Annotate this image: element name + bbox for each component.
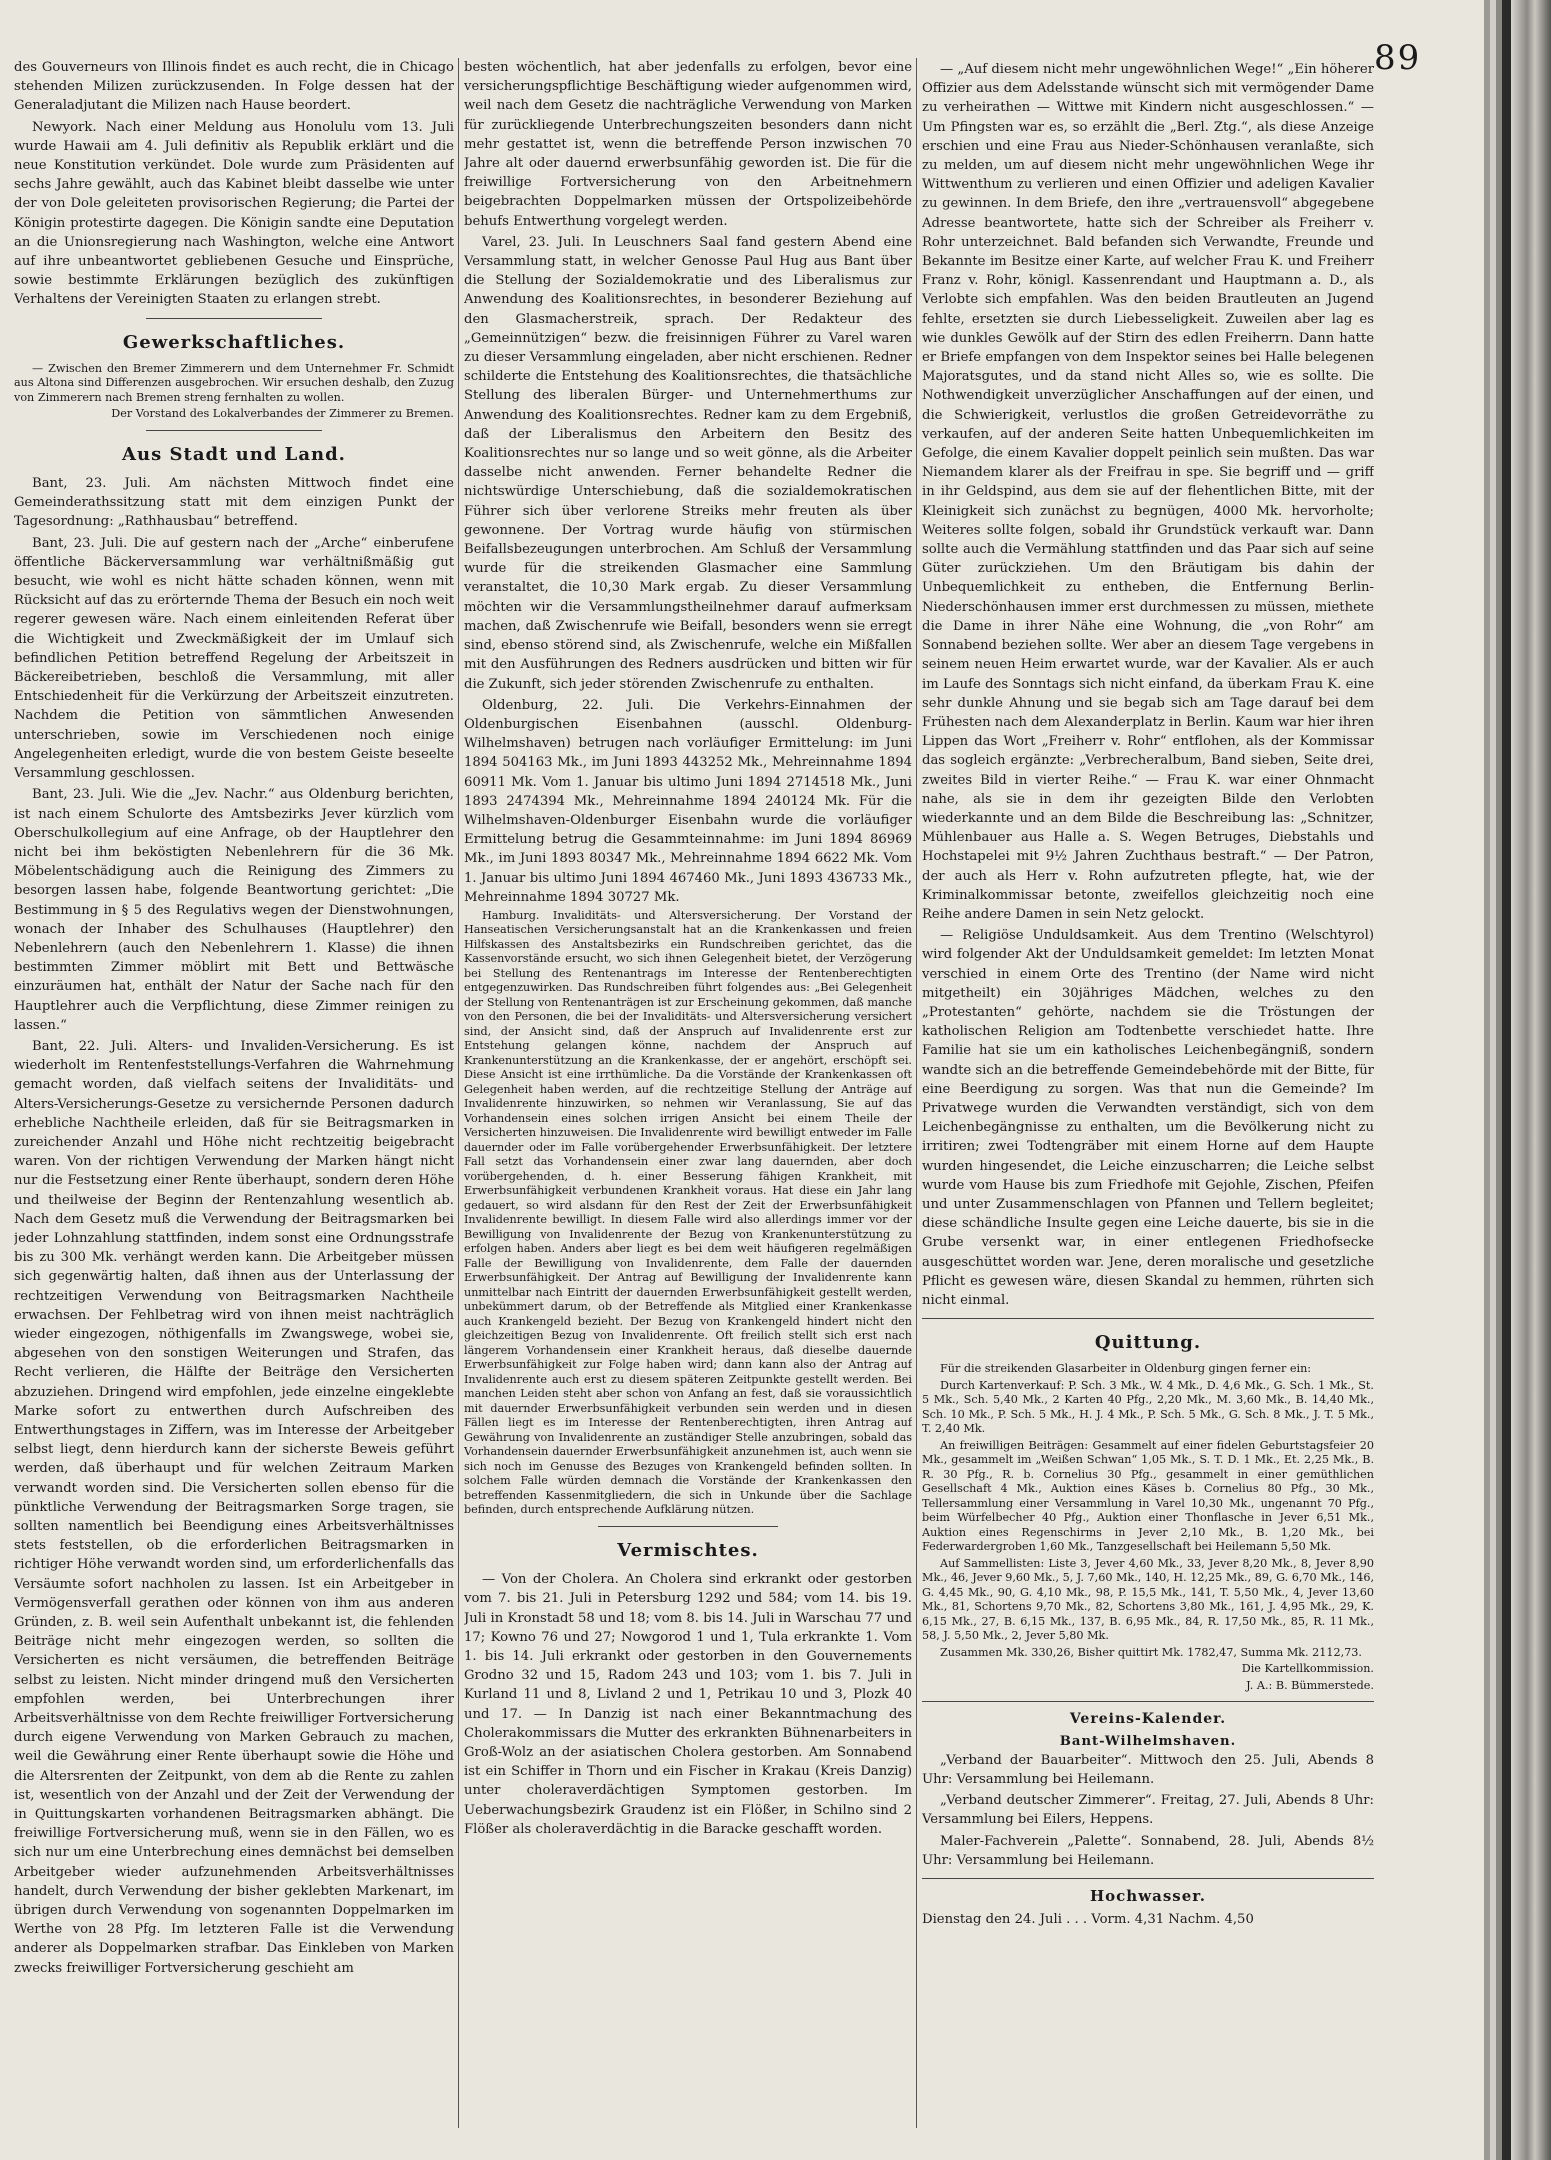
- page-number: 89: [1374, 38, 1422, 78]
- article-varel: Varel, 23. Juli. In Leuschners Saal fand gestern Abend eine Versammlung statt, in welcher Genosse Paul Hug aus Bant über die Stellung der Sozialdemokratie und des Liberalismus zur Anwendung des Koalitionsrechtes, in besonderer Beziehung auf den Glasmacherstreik, sprach. Der Redakteur des „Gemeinnützigen“ bezw. die freisinnigen Führer zu Varel waren zu dieser Versammlung eingeladen, aber nicht erschienen. Redner schilderte die Entstehung des Koalitionsrechtes, die thatsächliche Stellung des liberalen Bürger- und Unternehmerthums zur Anwendung des Koalitionsrechtes. Redner kam zu dem Ergebniß, daß der Liberalismus den Arbeitern den Besitz des Koalitionsrechtes nur so lange und so weit gönne, als die Arbeiter dasselbe nicht anwenden. Ferner behandelte Redner die nichtswürdige Unterschiebung, daß die sozialdemokratischen Führer sich über verlorene Streiks mehr freuten als über gewonnene. Der Vortrag wurde häufig von stürmischen Beifallsbezeugungen unterbrochen. Am Schluß der Versammlung wurde für die streikenden Glasmacher eine Sammlung veranstaltet, die 10,30 Mark ergab. Zu dieser Versammlung möchten wir die Versammlungstheilnehmer darauf aufmerksam machen, daß Zwischenrufe wie Beifall, besonders wenn sie erregt sind, ebenso störend sind, als Zwischenrufe, welche ein Mißfallen mit den Ausführungen des Redners ausdrücken und bitten wir für die Zukunft, sich jeder störenden Zwischenrufe zu enthalten.: [464, 234, 912, 692]
- article-freiherr: — „Auf diesem nicht mehr ungewöhnlichen Wege!“ „Ein höherer Offizier aus dem Adelsstande wünscht sich mit vermögender Dame zu verheirathen — Wittwe mit Kindern nicht ausgeschlossen.“ — Um Pfingsten war es, so erzählt die „Berl. Ztg.“, als diese Anzeige erschien und eine Frau aus Nieder-Schönhausen veranlaßte, sich zu melden, um auf diesem nicht mehr ungewöhnlichen Wege ihr Wittwenthum zu verlieren und einen Offizier und adeligen Kavalier zu gewinnen. In dem Briefe, den ihre „vertrauensvoll“ abgegebene Adresse beantwortete, hatte sich der Schreiber als Freiherr v. Rohr unterzeichnet. Bald befanden sich Verwandte, Freunde und Bekannte im Besitze einer Karte, auf welcher Frau K. und Freiherr Franz v. Rohr, königl. Kassenrendant und Hauptmann a. D., als Verlobte sich empfahlen. Was den beiden Brautleuten an Jugend fehlte, ersetzten sie durch Liebesseligkeit. Zuweilen aber lag es wie dunkles Gewölk auf der Stirn des edlen Freiherrn. Dann hatte er Briefe empfangen von dem Inspektor seines bei Halle belegenen Majoratsgutes, und da stand nicht Alles so, wie es sollte. Die Nothwendigkeit unverzüglicher Anschaffungen auf der einen, und die Schwierigkeit, verlustlos die großen Getreidevorräthe zu verkaufen, auf der anderen Seite hatten Unbequemlichkeiten im Gefolge, die einem Kavalier doppelt peinlich sein mußten. Das war Niemandem klarer als der Freifrau in spe. Sie begriff und — griff in ihr Geldspind, aus dem sie auf der flehentlichen Bitte, mit der Kleinigkeit sich zunächst zu begnügen, 4000 Mk. hervorholte; Weiteres sollte folgen, sobald ihr Grundstück verkauft war. Dann sollte auch die Vermählung stattfinden und das Paar sich auf seine Güter zurückziehen. Um den Bräutigam bis dahin der Unbequemlichkeit zu entheben, die Entfernung Berlin-Niederschönhausen immer erst durchmessen zu müssen, miethete die Dame in ihrer Nähe eine Wohnung, die „von Rohr“ am Sonnabend beziehen sollte. Wer aber an diesem Tage vergebens in seinem neuen Heim erwartet wurde, war der Kavalier. Als er auch im Laufe des Sonntags sich nicht einfand, da überkam Frau K. eine sehr dunkle Ahnung und sie begab sich am Tage darauf bei dem Frühesten nach dem Alexanderplatz in Berlin. Kaum war hier ihren Lippen das Wort „Freiherr v. Rohr“ entflohen, als der Kommissar das sogleich ergänzte: „Verbrecheralbum, Band sieben, Seite drei, zweites Bild in vierter Reihe.“ — Frau K. war einer Ohnmacht nahe, als sie in dem ihr gezeigten Bilde den Verlobten wiederkannte und an dem Bilde die Beschreibung las: „Schnitzer, Mühlenbauer aus Halle a. S. Wegen Betruges, Diebstahls und Hochstapelei mit 9½ Jahren Zuchthaus bestraft.“ — Der Patron, der auch als Herr v. Rohn aufzutreten pflegte, hat, wie der Kriminalkommissar betonte, zweifellos gleichzeitig noch eine Reihe andere Damen in sein Netz gelockt.: [922, 62, 1374, 922]
- section-heading-stadt-und-land: Aus Stadt und Land.: [122, 443, 346, 465]
- binding-edge: [1511, 0, 1551, 2160]
- divider: [922, 1878, 1374, 1879]
- subheading-bant-wilhelmshaven: Bant-Wilhelmshaven.: [1059, 1733, 1237, 1749]
- divider: [598, 1526, 777, 1527]
- article-text: des Gouverneurs von Illinois findet es auch recht, die in Chicago stehenden Milizen zurückzusenden. In Folge dessen hat der Generaladjutant die Milizen nach Hause beordert.: [14, 60, 454, 114]
- divider: [146, 430, 322, 431]
- divider: [922, 1318, 1374, 1319]
- quittung-signature: J. A.: B. Bümmerstede.: [1246, 1678, 1374, 1692]
- article-hamburg: Hamburg. Invaliditäts- und Altersversicherung. Der Vorstand der Hanseatischen Versicherungsanstalt hat an die Krankenkassen und freien Hilfskassen des Anstaltsbezirks ein Rundschreiben gerichtet, das die Kassenvorstände ersucht, wo sich ihnen Gelegenheit bietet, der Verzögerung bei Stellung des Rentenantrags im Interesse der Rentenberechtigten entgegenzuwirken. Das Rundschreiben führt folgendes aus: „Bei Gelegenheit der Stellung von Rentenanträgen ist zur Erscheinung gekommen, daß manche von den Personen, die bei der Invaliditäts- und Altersversicherung versichert sind, der Ansicht sind, daß der Anspruch auf Invalidenrente erst zur Entstehung gelangen könne, nachdem der Anspruch auf Krankenunterstützung an die Krankenkasse, der er angehört, erschöpft sei. Diese Ansicht ist eine irrthümliche. Da die Vorstände der Krankenkassen oft Gelegenheit haben werden, auf die rechtzeitige Stellung der Anträge auf Invalidenrente hinzuwirken, so nehmen wir Veranlassung, Sie auf das Vorhandensein eines solchen irrigen Ansicht bei einem Theile der Versicherten hinzuweisen. Die Invalidenrente wird bewilligt entweder im Falle dauernder oder im Falle vorübergehender Erwerbsunfähigkeit. Der letztere Fall setzt das Vorhandensein einer zwar lang dauernden, aber doch vorübergehenden, d. h. einer Besserung fähigen Krankheit, mit Erwerbsunfähigkeit verbundenen Krankheit voraus. Hat diese ein Jahr lang gedauert, so wird alsdann für den Rest der Zeit der Erwerbsunfähigkeit Invalidenrente bewilligt. In diesem Falle wird also allerdings immer vor der Bewilligung von Invalidenrente der Bezug von Krankenunterstützung zu erfolgen haben. Anders aber liegt es bei dem weit häufigeren regelmäßigen Falle der Bewilligung von Invalidenrente, dem Falle der dauernden Erwerbsunfähigkeit. Der Antrag auf Bewilligung der Invalidenrente kann unmittelbar nach Eintritt der dauernden Erwerbsunfähigkeit gestellt werden, unbekümmert darum, ob der Betreffende als Mitglied einer Krankenkasse auch Krankengeld bezieht. Der Bezug von Krankengeld hindert nicht den gleichzeitigen Bezug von Invalidenrente. Oft freilich stellt sich erst nach längerem Vorhandensein einer Krankheit heraus, daß dieselbe dauernde Erwerbsunfähigkeit zur Folge haben wird; dann kann also der Antrag auf Invalidenrente auch erst zu diesem späteren Zeitpunkte gestellt werden. Bei manchen Leiden steht aber schon von Anfang an fest, daß sie voraussichtlich mit dauernder Erwerbsunfähigkeit verbunden sein werden und in diesen Fällen liegt es im Interesse der Rentenberechtigten, ihren Antrag auf Gewährung von Invalidenrente an zuständiger Stelle anzubringen, sobald das Vorhandensein dauernder Erwerbsunfähigkeit anzunehmen ist, auch wenn sie sich noch im Genusse des Bezuges von Krankengeld befinden sollten. In solchem Falle würden demnach die Vorstände der Krankenkassen den betreffenden Kassenmitgliedern, die sich in Unkunde über die Sachlage befinden, durch entsprechende Aufklärung nützen.: [464, 908, 912, 1517]
- column-1: [14, 58, 454, 2118]
- divider: [922, 1701, 1374, 1702]
- column-rule: [916, 58, 917, 2128]
- quittung-summe: Zusammen Mk. 330,26, Bisher quittirt Mk. 1782,47, Summa Mk. 2112,73.: [940, 1645, 1362, 1659]
- article-cholera: — Von der Cholera. An Cholera sind erkrankt oder gestorben vom 7. bis 21. Juli in Petersburg 1292 und 584; vom 14. bis 19. Juli in Kronstadt 58 und 18; vom 8. bis 14. Juli in Warschau 77 und 17; Kowno 76 und 27; Nowgorod 1 und 1, Tula erkrankte 1. Vom 1. bis 14. Juli erkrankt oder gestorben in den Gouvernements Grodno 32 und 15, Radom 243 und 103; vom 1. bis 7. Juli in Kurland 11 und 8, Livland 2 und 1, Petrikau 10 und 3, Plozk 40 und 17. — In Danzig ist nach einer Bekanntmachung des Cholerakommissars die Mutter des erkrankten Bühnenarbeiters in Groß-Wolz an der asiatischen Cholera gestorben. Am Sonnabend ist ein Schiffer in Thorn und ein Fischer in Krakau (Kreis Danzig) unter choleraverdächtigen Symptomen gestorben. Im Ueberwachungsbezirk Graudenz ist ein Flößer, in Schilno sind 2 Flößer als choleraverdächtig in die Baracke geschafft worden.: [464, 1572, 912, 1837]
- column-3: [922, 60, 1374, 2120]
- section-heading-vermischtes: Vermischtes.: [617, 1539, 759, 1561]
- calendar-entry: „Verband der Bauarbeiter“. Mittwoch den 25. Juli, Abends 8 Uhr: Versammlung bei Heilemann.: [922, 1752, 1374, 1788]
- column-2: [464, 58, 912, 2118]
- quittung-beitraege: An freiwilligen Beiträgen: Gesammelt auf einer fidelen Geburtstagsfeier 20 Mk., gesammelt im „Weißen Schwan“ 1,05 Mk., S. T. D. 1 Mk., Et. 2,25 Mk., B. R. 30 Pfg., R. b. Cornelius 30 Pfg., gesammelt in einer gemüthlichen Gesellschaft 4 Mk., Auktion eines Käses b. Cornelius 80 Pfg., 30 Mk., Tellersammlung einer Versammlung in Varel 10,30 Mk., ungenannt 70 Pfg., beim Würfelbecher 40 Pfg., Auktion einer Thonflasche in Jever 6,51 Mk., Auktion eines Regenschirms in Jever 2,10 Mk., B. 1,20 Mk., bei Federwardergroben 1,60 Mk., Tanzgesellschaft bei Heilemann 5,50 Mk.: [922, 1438, 1374, 1554]
- article-bant-2: Bant, 23. Juli. Die auf gestern nach der „Arche“ einberufene öffentliche Bäckerversammlung war verhältnißmäßig gut besucht, wie wohl es nicht hätte schaden können, wenn mit Rücksicht auf das zu erörternde Thema der Besuch ein noch weit regerer gewesen wäre. Nach einem einleitenden Referat über die Wichtigkeit und Zweckmäßigkeit der im Umlauf sich befindlichen Petition betreffend Regelung der Arbeitszeit in Bäckereibetrieben, beschloß die Versammlung, mit aller Entschiedenheit für die Verkürzung der Arbeitszeit einzutreten. Nachdem die Petition von sämmtlichen Anwesenden unterschrieben, sowie im Verschiedenen noch einige Angelegenheiten erledigt, wurde die von bestem Geiste beseelte Versammlung geschlossen.: [14, 535, 454, 782]
- quittung-intro: Für die streikenden Glasarbeiter in Oldenburg gingen ferner ein:: [940, 1362, 1312, 1376]
- calendar-entry: Maler-Fachverein „Palette“. Sonnabend, 28. Juli, Abends 8½ Uhr: Versammlung bei Heilemann.: [922, 1833, 1374, 1868]
- article-oldenburg: Oldenburg, 22. Juli. Die Verkehrs-Einnahmen der Oldenburgischen Eisenbahnen (ausschl. Oldenburg-Wilhelmshaven) betrugen nach vorläufiger Ermittelung: im Juni 1894 504163 Mk., im Juni 1893 443252 Mk., Mehreinnahme 1894 60911 Mk. Vom 1. Januar bis ultimo Juni 1894 2714518 Mk., Juni 1893 2474394 Mk., Mehreinnahme 1894 240124 Mk. Für die Wilhelmshaven-Oldenburger Eisenbahn wurde die vorläufiger Ermittelung betrug die Gesammteinnahme: im Juni 1894 86969 Mk., im Juni 1893 80347 Mk., Mehreinnahme 1894 6622 Mk. Vom 1. Januar bis ultimo Juni 1894 467460 Mk., Juni 1893 436733 Mk., Mehreinnahme 1894 30727 Mk.: [464, 697, 912, 905]
- divider: [146, 318, 322, 319]
- section-heading-vereinskalender: Vereins-Kalender.: [1069, 1711, 1227, 1728]
- quittung-kartenverkauf: Durch Kartenverkauf: P. Sch. 3 Mk., W. 4 Mk., D. 4,6 Mk., G. Sch. 1 Mk., St. 5 Mk., Sch. 5,40 Mk., 2 Karten 40 Pfg., 2,20 Mk., M. 3,60 Mk., B. 14,40 Mk., Sch. 10 Mk., P. Sch. 5 Mk., H. J. 4 Mk., P. Sch. 5 Mk., G. Sch. 8 Mk., J. T. 5 Mk., T. 2,40 Mk.: [922, 1378, 1374, 1436]
- column-rule: [458, 58, 459, 2128]
- section-heading-quittung: Quittung.: [1094, 1332, 1202, 1354]
- article-text: besten wöchentlich, hat aber jedenfalls zu erfolgen, bevor eine versicherungspflichtige Beschäftigung wieder aufgenommen wird, weil nach dem Gesetz die nachträgliche Verwendung von Marken für zurückliegende Unterbrechungszeiten besonders dann nicht mehr gestattet ist, wenn die betreffende Person inzwischen 70 Jahre alt oder dauernd erwerbsunfähig geworden ist. Die für die freiwillige Fortversicherung von den Arbeitnehmern beigebrachten Doppelmarken müssen der Ortspolizeibehörde behufs Entwerthung vorgelegt werden.: [464, 60, 912, 229]
- article-unduldsamkeit: — Religiöse Unduldsamkeit. Aus dem Trentino (Welschtyrol) wird folgender Akt der Unduldsamkeit gemeldet: Im letzten Monat verschied in einem Orte des Trentino (der Name wird nicht mitgetheilt) ein 30jähriges Mädchen, welches zu den „Protestanten“ gehörte, nachdem sie die Tröstungen der katholischen Religion am Todtenbette verschiedet hatte. Ihre Familie hat sie um ein katholisches Leichenbegängniß, sondern wandte sich an die betreffende Gemeindebehörde mit der Bitte, für eine Beerdigung zu sorgen. Was that nun die Gemeinde? Im Privatwege wurden die Verwandten verständigt, sich von dem Leichenbegängnisse zu enthalten, um die Bevölkerung nicht zu irritiren; zwei Todtengräber mit einem Horne auf dem Haupte wurden hingesendet, die Leiche einzuscharren; die Leiche selbst wurde vom Hause bis zum Friedhofe mit Gejohle, Zischen, Pfeifen und unter Zusammenschlagen von Pfannen und Tellern begleitet; diese schändliche Insulte gegen eine Leiche dauerte, bis sie in die Grube versenkt war, in einer entlegenen Friedhofsecke ausgeschüttet worden war. Jene, deren moralische und gesetzliche Pflicht es gewesen wäre, diesen Skandal zu hemmen, rührten sich nicht einmal.: [922, 928, 1374, 1308]
- article-bant-1: Bant, 23. Juli. Am nächsten Mittwoch findet eine Gemeinderathssitzung statt mit dem einzigen Punkt der Tagesordnung: „Rathhausbau“ betreffend.: [14, 476, 454, 530]
- notice-zimmerer: — Zwischen den Bremer Zimmerern und dem Unternehmer Fr. Schmidt aus Altona sind Differenzen ausgebrochen. Wir ersuchen deshalb, den Zuzug von Zimmerern nach Bremen streng fernhalten zu wollen.: [14, 361, 454, 404]
- article-bant-3: Bant, 23. Juli. Wie die „Jev. Nachr.“ aus Oldenburg berichten, ist nach einem Schulorte des Amtsbezirks Jever kürzlich vom Oberschulkollegium auf eine Anfrage, ob der Hauptlehrer den nicht bei ihm beköstigten Nebenlehrern für die 36 Mk. Möbelentschädigung auch die Reinigung des Zimmers zu besorgen lassen habe, folgende Beantwortung gerichtet: „Die Bestimmung in § 5 des Regulativs wegen der Dienstwohnungen, wonach der Inhaber des Schulhauses (Hauptlehrer) den Nebenlehrern (auch den Nebenlehrern 1. Klasse) die ihnen bestimmten Zimmer möblirt mit Bett und Bettwäsche einzuräumen hat, enthält der Natur der Sache nach für den Hauptlehrer auch die Verpflichtung, diese Zimmer reinigen zu lassen.“: [14, 787, 454, 1033]
- article-newyork: Newyork. Nach einer Meldung aus Honolulu vom 13. Juli wurde Hawaii am 4. Juli definitiv als Republik erklärt und die neue Konstitution verkündet. Dole wurde zum Präsidenten auf sechs Jahre gewählt, auch das Kabinet bleibt dasselbe wie unter der von Dole geleiteten provisorischen Regierung; die Partei der Königin protestirte dagegen. Die Königin sandte eine Deputation an die Unionsregierung nach Washington, welche eine Antwort auf ihre unbeantwortet gebliebenen Gesuche und Einsprüche, sowie bestimmte Erklärungen bezüglich des zukünftigen Verhaltens der Vereinigten Staaten zu erlangen strebt.: [14, 119, 454, 308]
- calendar-entry: „Verband deutscher Zimmerer“. Freitag, 27. Juli, Abends 8 Uhr: Versammlung bei Eilers, Heppens.: [922, 1793, 1374, 1828]
- notice-signature: Der Vorstand des Lokalverbandes der Zimmerer zu Bremen.: [111, 407, 454, 421]
- article-bant-4: Bant, 22. Juli. Alters- und Invaliden-Versicherung. Es ist wiederholt im Rentenfeststellungs-Verfahren die Wahrnehmung gemacht worden, daß vielfach seitens der Invaliditäts- und Alters-Versicherungs-Gesetze zu versichernde Personen dadurch erhebliche Nachtheile erleiden, daß für sie Beitragsmarken in zureichender Anzahl und Höhe nicht rechtzeitig beigebracht waren. Von der richtigen Verwendung der Marken hängt nicht nur die Festsetzung einer Rente überhaupt, sondern deren Höhe und theilweise der Beginn der Rentenzahlung wesentlich ab. Nach dem Gesetz muß die Verwendung der Beitragsmarken bei jeder Lohnzahlung stattfinden, indem sonst eine Ordnungsstrafe bis zu 300 Mk. verhängt werden kann. Die Arbeitgeber müssen sich gegenwärtig halten, daß ihnen aus der Unterlassung der rechtzeitigen Verwendung von Beitragsmarken Nachtheile erwachsen. Der Fehlbetrag wird von ihnen meist nachträglich wieder eingezogen, nöthigenfalls im Zwangswege, wobei sie, abgesehen von den sonstigen Weiterungen und Strafen, das Recht verlieren, die Hälfte der Beiträge den Versicherten abzuziehen. Dringend wird empfohlen, jede einzelne eingeklebte Marke sofort zu entwerthen durch Aufschreiben des Entwerthungstages in Ziffern, was im Interesse der Arbeitgeber selbst liegt, denn hierdurch kann der sicherste Beweis geführt werden, daß überhaupt und für welchen Zeitraum Marken verwandt worden sind. Die Versicherten sollen ebenso für die pünktliche Verwendung der Beitragsmarken Sorge tragen, sie sollten namentlich bei Beendigung eines Arbeitsverhältnisses stets feststellen, ob die erforderlichen Beitragsmarken in richtiger Höhe verwandt worden sind, um erforderlichenfalls das Versäumte sofort nachholen zu lassen. Ist ein Arbeitgeber in Vermögensverfall gerathen oder können von ihm aus anderen Gründen, z. B. weil sein Aufenthalt unbekannt ist, die fehlenden Beiträge nicht mehr eingezogen werden, so sollten die Versicherten es nicht versäumen, die betreffenden Beiträge selbst zu leisten. Nicht minder dringend muß den Versicherten empfohlen werden, bei Unterbrechungen ihrer Arbeitsverhältnisse von dem Rechte freiwilliger Fortversicherung durch eigene Verwendung von Marken Gebrauch zu machen, weil die Gewährung einer Rente überhaupt sowie die Höhe und die Altersrenten der Zeitpunkt, von dem ab die Rente zu zahlen ist, wesentlich von der Anzahl und der Zeit der Verwendung der in Quittungskarten vorhandenen Beitragsmarken abhängt. Die freiwillige Fortversicherung muß, wenn sie in den Fällen, wo es sich nur um eine Unterbrechung eines demnächst bei demselben Arbeitgeber wieder aufzunehmenden Arbeitsverhältnisses handelt, durch Verwendung der bisher geklebten Markenart, im übrigen durch Verwendung von sogenannten Doppelmarken im Werthe von 28 Pfg. Im letzteren Falle ist die Verwendung anderer als Doppelmarken strafbar. Das Einkleben von Marken zwecks freiwilliger Fortversicherung geschieht am: [14, 1038, 454, 1976]
- section-heading-hochwasser: Hochwasser.: [1089, 1887, 1207, 1906]
- section-heading-gewerkschaftliches: Gewerkschaftliches.: [122, 331, 346, 353]
- quittung-sammellisten: Auf Sammellisten: Liste 3, Jever 4,60 Mk., 33, Jever 8,20 Mk., 8, Jever 8,90 Mk., 46, Jever 9,60 Mk., 5, J. 7,60 Mk., 140, H. 12,25 Mk., 89, G. 6,70 Mk., 146, G. 4,45 Mk., 90, G. 4,10 Mk., 98, P. 15,5 Mk., 141, T. 5,50 Mk., 4, Jever 13,60 Mk., 81, Schortens 9,70 Mk., 82, Schortens 3,80 Mk., 161, J. 4,95 Mk., 29, K. 6,15 Mk., 27, B. 6,15 Mk., 137, B. 6,95 Mk., 84, R. 17,50 Mk., 85, R. 11 Mk., 58, J. 5,50 Mk., 2, Jever 5,80 Mk.: [922, 1556, 1374, 1643]
- quittung-signature: Die Kartellkommission.: [1241, 1662, 1374, 1676]
- hochwasser-times: Dienstag den 24. Juli . . . Vorm. 4,31 Nachm. 4,50: [922, 1912, 1254, 1928]
